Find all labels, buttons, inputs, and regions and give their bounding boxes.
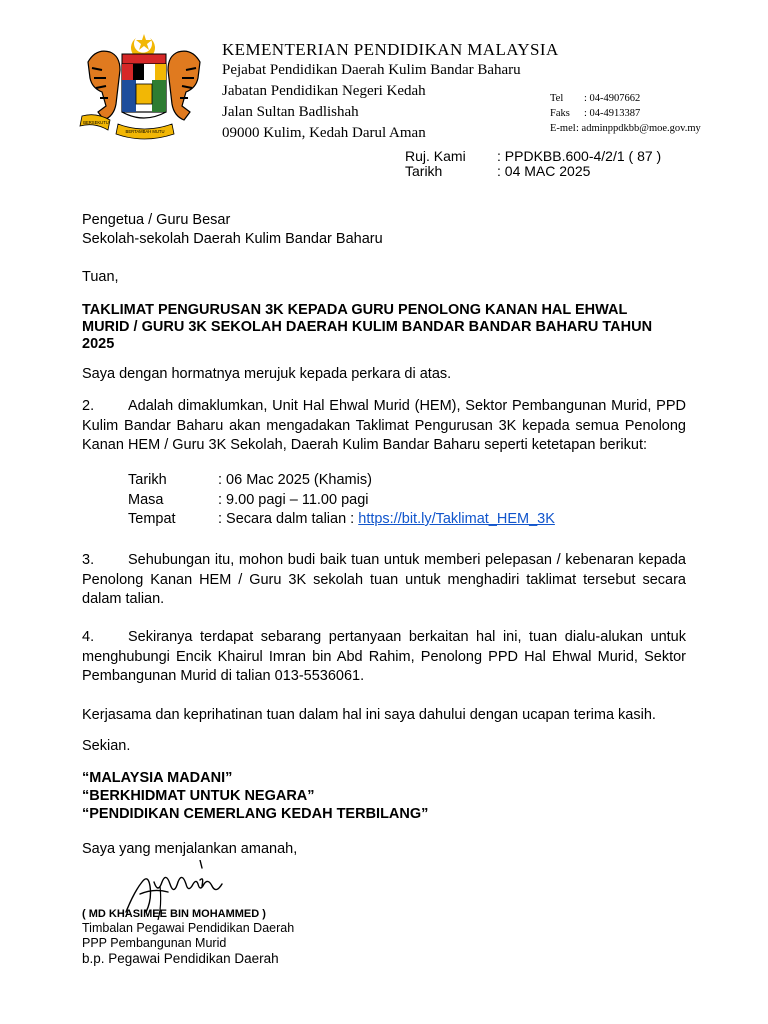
fax-label: Faks — [550, 108, 570, 119]
paragraph-2-number: 2. — [82, 398, 95, 414]
detail-tarikh-label: Tarikh — [128, 472, 167, 488]
salutation: Tuan, — [82, 269, 119, 285]
slogan-3: “PENDIDIKAN CEMERLANG KEDAH TERBILANG” — [82, 806, 429, 822]
sekian-line: Sekian. — [82, 738, 131, 754]
address-city: 09000 Kulim, Kedah Darul Aman — [222, 125, 426, 141]
email-label: E-mel — [550, 123, 576, 134]
date-value: : 04 MAC 2025 — [497, 163, 591, 179]
coat-of-arms-emblem — [78, 32, 210, 142]
fax-value: : 04-4913387 — [584, 108, 641, 119]
meeting-link[interactable]: https://bit.ly/Taklimat_HEM_3K — [358, 511, 555, 527]
recipient-line-2: Sekolah-sekolah Daerah Kulim Bandar Baharu — [82, 231, 383, 247]
paragraph-3-text: Sehubungan itu, mohon budi baik tuan untuk memberi pelepasan / kebenaran kepada Penolong Kanan HEM / Guru 3K sekolah tuan untuk menghadiri taklimat tersebut secara dalam talian. — [82, 552, 686, 607]
paragraph-4-text: Sekiranya terdapat sebarang pertanyaan berkaitan hal ini, tuan dialu-alukan untuk menghubungi Encik Khairul Imran bin Abd Rahim, Penolong PPD Hal Ehwal Murid, Sektor Pembangunan Murid di talian 013-5536061. — [82, 629, 686, 684]
slogan-2: “BERKHIDMAT UNTUK NEGARA” — [82, 788, 315, 804]
detail-masa — [128, 492, 369, 508]
contact-fax — [550, 108, 640, 119]
address-street: Jalan Sultan Badlishah — [222, 104, 359, 120]
slogan-1: “MALAYSIA MADANI” — [82, 770, 233, 786]
paragraph-3-number: 3. — [82, 552, 95, 568]
paragraph-3 — [82, 551, 686, 610]
subject-line-3: 2025 — [82, 336, 115, 352]
signatory-title-3: b.p. Pegawai Pendidikan Daerah — [82, 951, 279, 966]
date-label: Tarikh — [405, 163, 443, 179]
detail-masa-label: Masa — [128, 492, 164, 508]
paragraph-2-text: Adalah dimaklumkan, Unit Hal Ehwal Murid (HEM), Sektor Pembangunan Murid, PPD Kulim Bandar Baharu akan mengadakan Taklimat Pengurusan 3K kepada semua Penolong Kanan HEM / Guru 3K Sekolah, Daerah Kulim Bandar Baharu seperti ketetapan berikut: — [82, 398, 686, 453]
tel-value: : 04-4907662 — [584, 93, 641, 104]
paragraph-4 — [82, 628, 686, 687]
signatory-title-2: PPP Pembangunan Murid — [82, 936, 227, 950]
reference-label: Ruj. Kami — [405, 148, 466, 164]
detail-masa-value: : 9.00 pagi – 11.00 pagi — [218, 492, 369, 508]
detail-tarikh — [128, 472, 372, 488]
contact-email — [550, 123, 701, 134]
signatory-name: ( MD KHASIMEE BIN MOHAMMED ) — [82, 908, 266, 920]
office-name: Pejabat Pendidikan Daerah Kulim Bandar Baharu — [222, 62, 521, 78]
detail-tempat-value: : Secara dalm talian : — [218, 511, 359, 527]
reference-value: : PPDKBB.600-4/2/1 ( 87 ) — [497, 148, 662, 164]
paragraph-2 — [82, 397, 686, 456]
ministry-name: KEMENTERIAN PENDIDIKAN MALAYSIA — [222, 40, 559, 59]
subject-line-2: MURID / GURU 3K SEKOLAH DAERAH KULIM BANDAR BANDAR BAHARU TAHUN — [82, 319, 653, 335]
amanah-line: Saya yang menjalankan amanah, — [82, 841, 298, 857]
paragraph-4-number: 4. — [82, 629, 95, 645]
department-name: Jabatan Pendidikan Negeri Kedah — [222, 83, 426, 99]
email-value: : adminppdkbb@moe.gov.my — [576, 123, 701, 134]
detail-tempat-label: Tempat — [128, 511, 176, 527]
detail-tarikh-value: : 06 Mac 2025 (Khamis) — [218, 472, 372, 488]
subject-line-1: TAKLIMAT PENGURUSAN 3K KEPADA GURU PENOLONG KANAN HAL EHWAL — [82, 302, 628, 318]
tel-label: Tel — [550, 93, 564, 104]
intro-paragraph: Saya dengan hormatnya merujuk kepada perkara di atas. — [82, 366, 452, 382]
closing-paragraph: Kerjasama dan keprihatinan tuan dalam hal ini saya dahului dengan ucapan terima kasih. — [82, 707, 656, 723]
recipient-line-1: Pengetua / Guru Besar — [82, 212, 231, 228]
signatory-title-1: Timbalan Pegawai Pendidikan Daerah — [82, 921, 295, 935]
contact-tel — [550, 93, 640, 104]
emblem-motto-center: BERTAMBAH MUTU — [125, 129, 165, 134]
emblem-motto-left: BERSEKUTU — [83, 120, 109, 125]
detail-tempat — [128, 511, 555, 527]
